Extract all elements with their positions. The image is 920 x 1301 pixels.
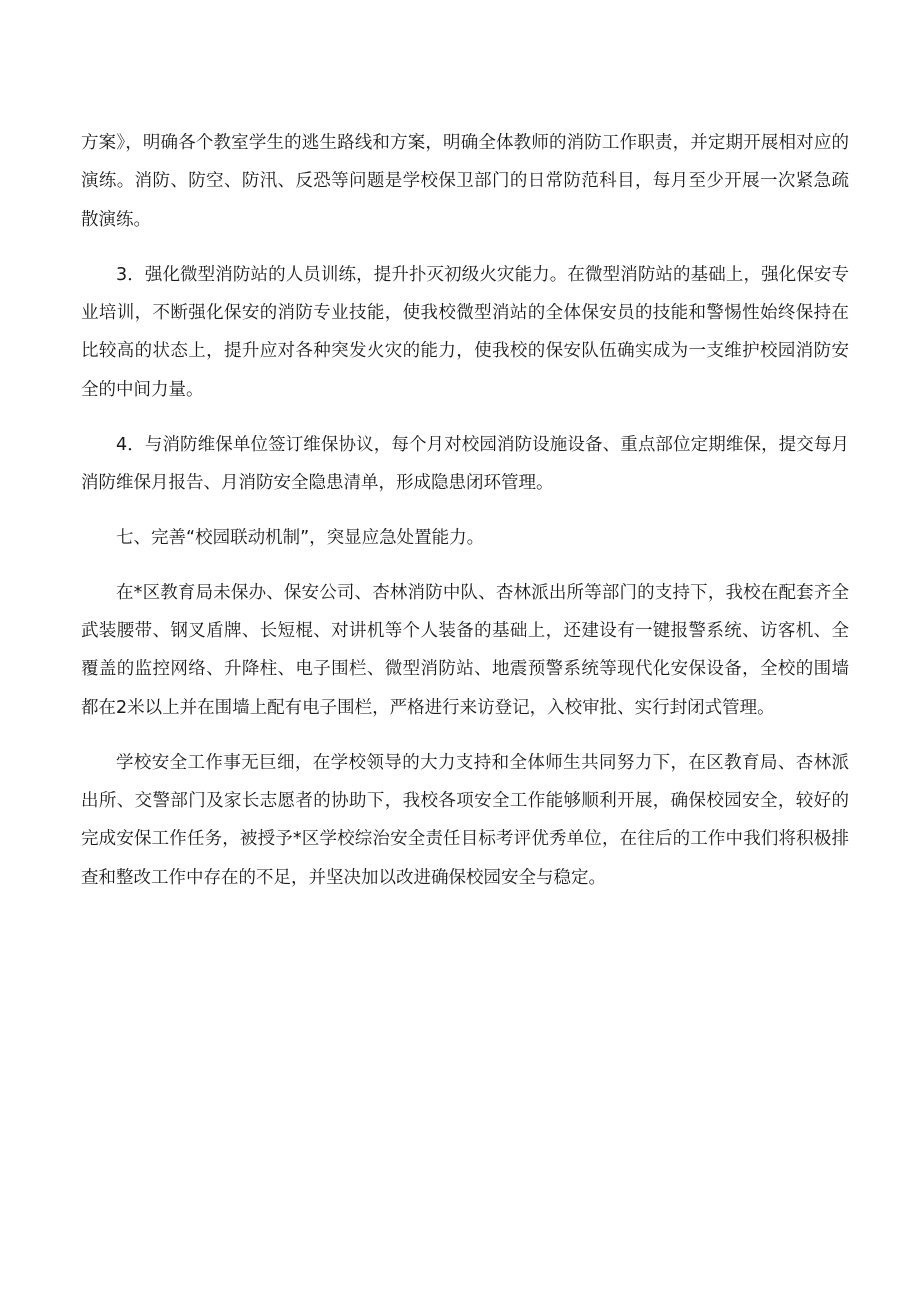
section-heading-linkage-mechanism: 七、完善“校园联动机制”，突显应急处置能力。	[116, 527, 485, 548]
paragraph-security-equipment: 在*区教育局未保办、保安公司、杏林消防中队、杏林派出所等部门的支持下，我校在配套齐全武装腰带、钢叉盾牌、长短棍、对讲机等个人装备的基础上，还建设有一键报警系统、访客机、全覆盖的监控网络、升降柱、电子围栏、微型消防站、地震预警系统等现代化安保设备，全校的围墙都在2米以上并在围墙上配有电子围栏，严格进行来访登记，入校审批、实行封闭式管理。	[81, 582, 849, 718]
paragraph-maintenance-agreement: 4．与消防维保单位签订维保协议，每个月对校园消防设施设备、重点部位定期维保，提交每月消防维保月报告、月消防安全隐患清单，形成隐患闭环管理。	[81, 434, 849, 494]
paragraph-micro-fire-station-training: 3．强化微型消防站的人员训练，提升扑灭初级火灾能力。在微型消防站的基础上，强化保安专业培训，不断强化保安的消防专业技能，使我校微型消站的全体保安员的技能和警惕性始终保持在比较高的状态上，提升应对各种突发火灾的能力，使我校的保安队伍确实成为一支维护校园消防安全的中间力量。	[81, 264, 849, 400]
paragraph-fire-drill-plan: 方案》，明确各个教室学生的逃生路线和方案，明确全体教师的消防工作职责，并定期开展相对应的演练。消防、防空、防汛、反恐等问题是学校保卫部门的日常防范科目，每月至少开展一次紧急疏散演练。	[81, 133, 849, 230]
document-body	[81, 124, 849, 914]
paragraph-conclusion: 学校安全工作事无巨细，在学校领导的大力支持和全体师生共同努力下，在区教育局、杏林派出所、交警部门及家长志愿者的协助下，我校各项安全工作能够顺利开展，确保校园安全，较好的完成安保工作任务，被授予*区学校综治安全责任目标考评优秀单位，在往后的工作中我们将积极排查和整改工作中存在的不足，并坚决加以改进确保校园安全与稳定。	[81, 752, 849, 888]
